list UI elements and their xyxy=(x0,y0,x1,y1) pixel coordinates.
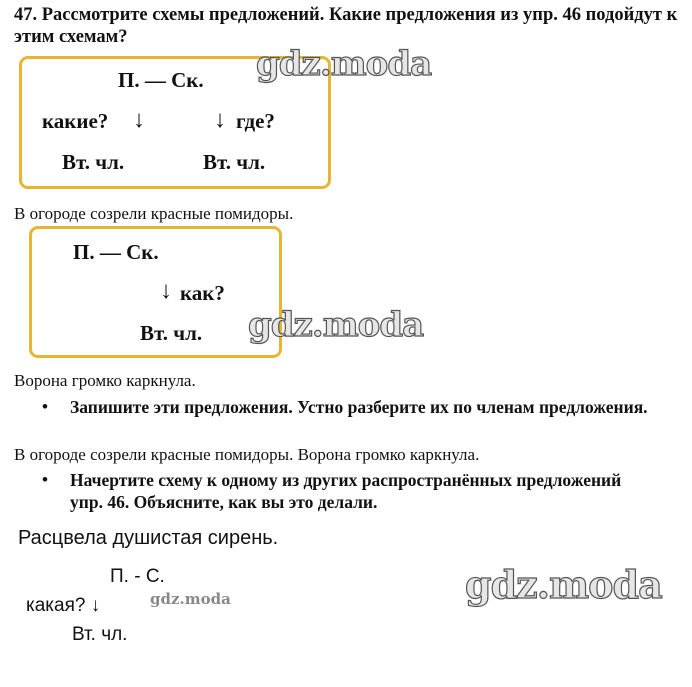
scheme-1-member-right: Вт. чл. xyxy=(203,150,266,174)
scheme-1-subject-predicate: П. — Ск. xyxy=(118,68,204,92)
bullet-2-text: Начертите схему к одному из других распространённых предложений упр. 46. Объясните, как вы это делали. xyxy=(70,470,622,512)
solution-member: Вт. чл. xyxy=(72,624,128,645)
answer-1: В огороде созрели красные помидоры. xyxy=(14,204,294,223)
bullet-item-2 xyxy=(0,469,692,515)
scheme-1-member-left: Вт. чл. xyxy=(62,150,125,174)
answer-3: В огороде созрели красные помидоры. Ворона громко каркнула. xyxy=(14,445,480,464)
watermark-logo: gdz.moda xyxy=(256,44,432,84)
arrow-down-icon: ↓ xyxy=(133,107,145,133)
arrow-down-icon: ↓ xyxy=(214,107,226,133)
solution-question: какая? ↓ xyxy=(26,595,101,616)
task-title: 47. Рассмотрите схемы предложений. Какие предложения из упр. 46 подойдут к этим схемам? xyxy=(14,5,678,47)
watermark-logo: gdz.moda xyxy=(248,305,424,345)
scheme-2-member: Вт. чл. xyxy=(140,321,203,345)
bullet-marker: • xyxy=(42,470,48,489)
scheme-1-question-left: какие? xyxy=(42,109,109,133)
bullet-1-text: Запишите эти предложения. Устно разберите их по членам предложения. xyxy=(70,397,648,417)
watermark-logo: gdz.moda xyxy=(150,590,231,608)
scheme-2-subject-predicate: П. — Ск. xyxy=(73,240,159,264)
answer-2: Ворона громко каркнула. xyxy=(14,371,196,390)
arrow-down-icon: ↓ xyxy=(160,278,172,304)
watermark-logo: gdz.moda xyxy=(465,562,662,607)
bullet-item-1 xyxy=(0,396,692,442)
bullet-marker: • xyxy=(42,397,48,416)
solution-sentence: Расцвела душистая сирень. xyxy=(18,527,279,549)
scheme-1-question-right: где? xyxy=(236,109,275,133)
solution-subject-predicate: П. - С. xyxy=(110,566,165,587)
scheme-2-question: как? xyxy=(180,281,225,305)
